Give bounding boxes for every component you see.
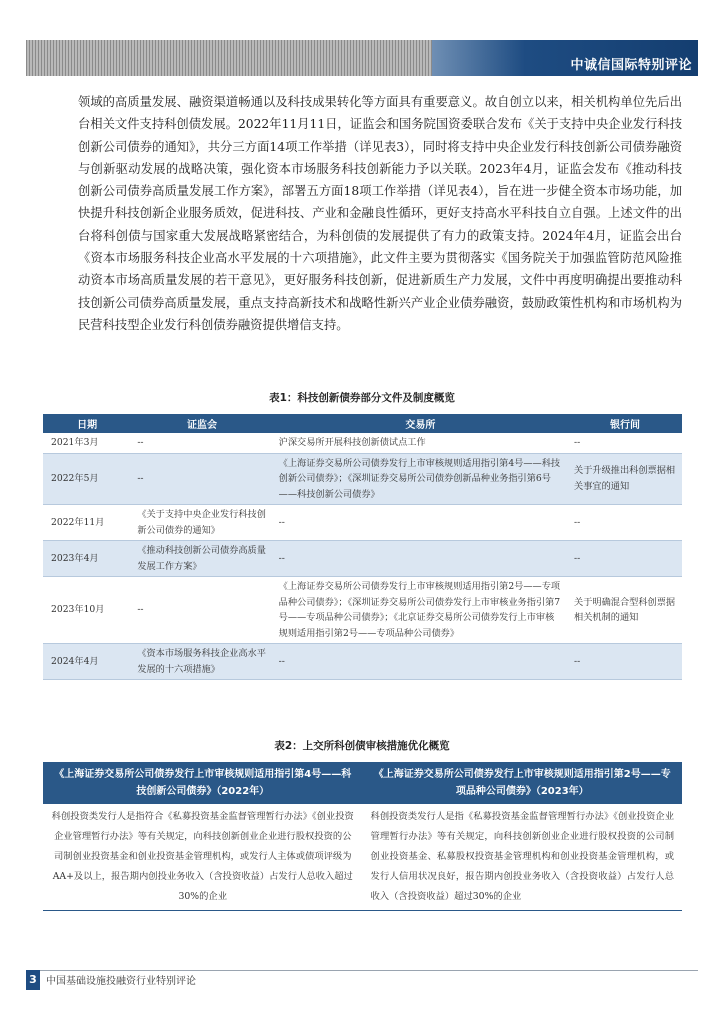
table1-caption: 表1：科技创新债券部分文件及制度概览	[269, 392, 455, 404]
table-row	[43, 453, 682, 505]
table2-header-row	[43, 762, 682, 804]
table2-header-2023: 《上海证券交易所公司债券发行上市审核规则适用指引第2号——专项品种公司债券》（2023年）	[363, 762, 683, 804]
table2-header-2022: 《上海证券交易所公司债券发行上市审核规则适用指引第4号——科技创新公司债券》（2022年）	[43, 762, 363, 804]
table1-header-date: 日期	[43, 414, 131, 433]
table1-cell-date: 2023年10月	[43, 577, 131, 644]
footer-text: 中国基础设施投融资行业特别评论	[46, 976, 196, 987]
footer-divider	[26, 970, 698, 971]
table1-cell-csrc: --	[131, 433, 272, 453]
table1-cell-interbank: 关于升级推出科创票据相关事宜的通知	[568, 453, 682, 505]
table2-caption: 表2：上交所科创债审核措施优化概览	[274, 740, 450, 752]
table1-cell-exchange: --	[273, 644, 568, 680]
table1-cell-csrc: 《推动科技创新公司债券高质量发展工作方案》	[131, 541, 272, 577]
table1-cell-date: 2021年3月	[43, 433, 131, 453]
table1-cell-date: 2022年5月	[43, 453, 131, 505]
table1-cell-csrc: 《关于支持中央企业发行科技创新公司债券的通知》	[131, 505, 272, 541]
table1-cell-interbank: 关于明确混合型科创票据相关机制的通知	[568, 577, 682, 644]
table-row	[43, 433, 682, 453]
table2-cell-2022: 科创投资类发行人是指符合《私募投资基金监督管理暂行办法》《创业投资企业管理暂行办法》等有关规定，向科技创新创业企业进行股权投资的公司制创业投资基金和创业投资基金管理机构，或发行人主体或债项评级为AA+及以上，报告期内创投业务收入（含投资收益）占发行人总收入超过30%的企业	[43, 804, 363, 911]
table1-cell-interbank: --	[568, 433, 682, 453]
body-paragraph: 领域的高质量发展、融资渠道畅通以及科技成果转化等方面具有重要意义。故自创立以来，相关机构单位先后出台相关文件支持科创债发展。2022年11月11日，证监会和国务院国资委联合发布《关于支持中央企业发行科技创新公司债券的通知》，共分三方面14项工作举措（详见表3），同时将支持中央企业发行科技创新公司债券融资与创新驱动发展的战略决策，强化资本市场服务科技创新能力予以关联。2023年4月，证监会发布《推动科技创新公司债券高质量发展工作方案》，部署五方面18项工作举措（详见表4），旨在进一步健全资本市场功能，加快提升科技创新企业服务质效，促进科技、产业和金融良性循环，更好支持高水平科技自立自强。上述文件的出台将科创债与国家重大发展战略紧密结合，为科创债的发展提供了有力的政策支持。2024年4月，证监会出台《资本市场服务科技企业高水平发展的十六项措施》，此文件主要为贯彻落实《国务院关于加强监管防范风险推动资本市场高质量发展的若干意见》，更好服务科技创新，促进新质生产力发展，文件中再度明确提出要推动科技创新公司债券高质量发展，重点支持高新技术和战略性新兴产业企业债券融资，鼓励政策性机构和市场机构为民营科技型企业发行科创债券融资提供增信支持。	[78, 95, 682, 332]
table1-cell-date: 2023年4月	[43, 541, 131, 577]
table1-cell-exchange: 沪深交易所开展科技创新债试点工作	[273, 433, 568, 453]
table1-cell-csrc: 《资本市场服务科技企业高水平发展的十六项措施》	[131, 644, 272, 680]
table-row	[43, 804, 682, 911]
table-row	[43, 577, 682, 644]
header-title: 中诚信国际特别评论	[570, 58, 692, 73]
table2	[43, 762, 682, 911]
table1-cell-csrc: --	[131, 577, 272, 644]
table-row	[43, 505, 682, 541]
table1-header-csrc: 证监会	[131, 414, 272, 433]
table1-header-row	[43, 414, 682, 433]
table1-cell-interbank: --	[568, 644, 682, 680]
page-number: 3	[26, 970, 40, 990]
table1-header-interbank: 银行间	[568, 414, 682, 433]
table1	[43, 414, 682, 680]
table1-header-exchange: 交易所	[273, 414, 568, 433]
table1-cell-exchange: 《上海证券交易所公司债券发行上市审核规则适用指引第4号——科技创新公司债券》；《深圳证券交易所公司债券创新品种业务指引第6号——科技创新公司债券》	[273, 453, 568, 505]
table1-cell-exchange: 《上海证券交易所公司债券发行上市审核规则适用指引第2号——专项品种公司债券》；《深圳证券交易所公司债券发行上市审核业务指引第7号——专项品种公司债券》；《北京证券交易所公司债券发行上市审核规则适用指引第2号——专项品种公司债券》	[273, 577, 568, 644]
table1-cell-interbank: --	[568, 541, 682, 577]
table1-cell-date: 2022年11月	[43, 505, 131, 541]
table1-cell-csrc: --	[131, 453, 272, 505]
table1-cell-date: 2024年4月	[43, 644, 131, 680]
table1-cell-interbank: --	[568, 505, 682, 541]
table-row	[43, 541, 682, 577]
table1-cell-exchange: --	[273, 541, 568, 577]
table-row	[43, 644, 682, 680]
table2-cell-2023: 科创投资类发行人是指《私募投资基金监督管理暂行办法》《创业投资企业管理暂行办法》等有关规定，向科技创新创业企业进行股权投资的公司制创业投资基金、私募股权投资基金管理机构和创业投资基金管理机构，或发行人信用状况良好，报告期内创投业务收入（含投资收益）占发行人总收入（含投资收益）超过30%的企业	[363, 804, 683, 911]
table1-cell-exchange: --	[273, 505, 568, 541]
